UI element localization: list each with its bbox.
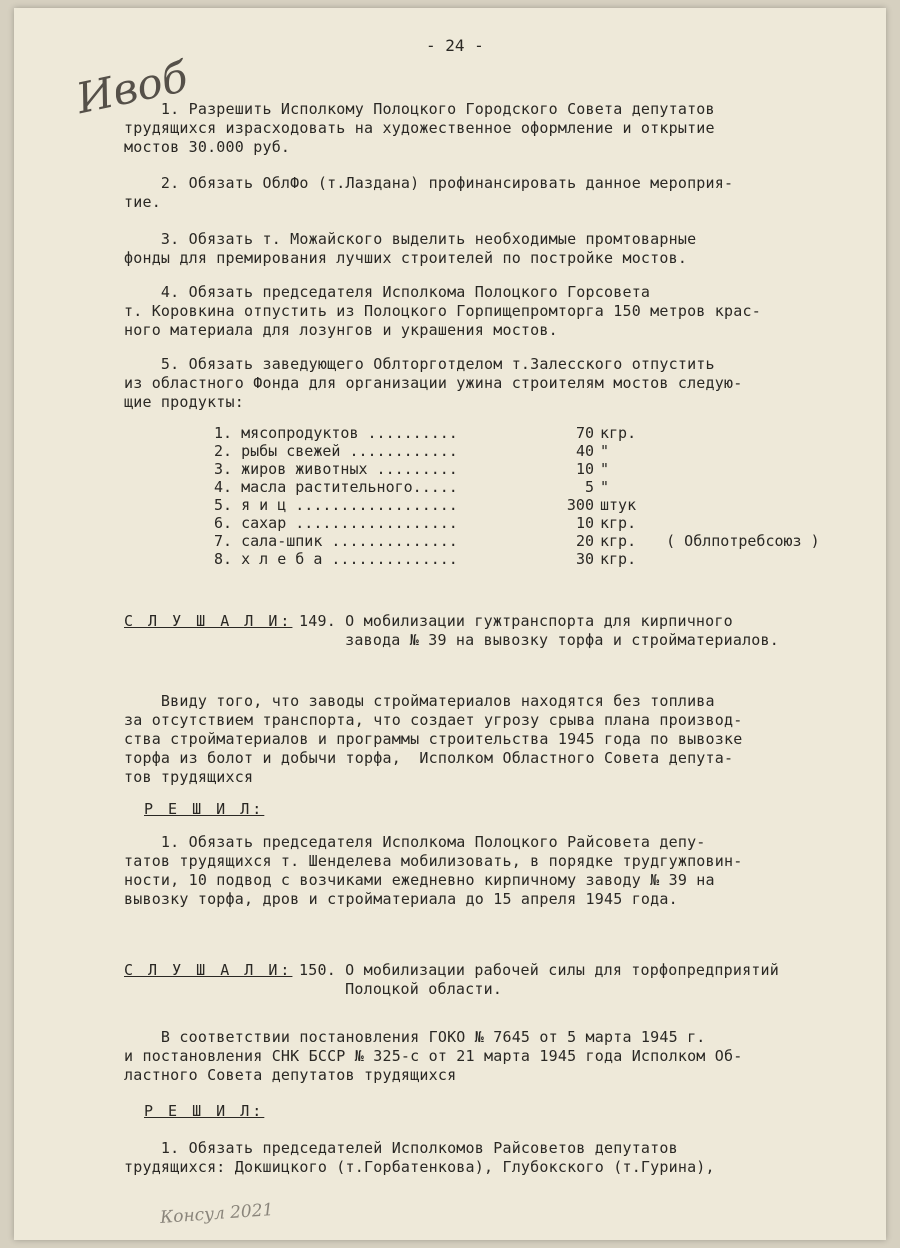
page-number: - 24 -	[426, 36, 484, 55]
handwritten-initials: Ивоб	[72, 51, 192, 124]
paragraph-5: 5. Обязать заведующего Облторготделом т.Залесского отпустить из областного Фонда для организации ужина строителям мостов следую- щие продукты:	[124, 355, 743, 411]
item-149-body: Ввиду того, что заводы стройматериалов находятся без топлива за отсутствием транспорта, что создает угрозу срыва плана производ- ства стройматериалов и программы строительства 1945 года по вывозке торфа из болот и добычи торфа, Исполком Областного Совета депута- тов трудящихся	[124, 692, 743, 786]
product-row: 5. я и ц .................. 300 штук	[214, 496, 637, 514]
product-row: 2. рыбы свежей ............ 40 "	[214, 442, 610, 460]
product-row: 8. х л е б а .............. 30 кгр.	[214, 550, 637, 568]
paragraph-1: 1. Разрешить Исполкому Полоцкого Городского Совета депутатов трудящихся израсходовать на художественное оформление и открытие мостов 30.000 руб.	[124, 100, 715, 156]
paragraph-3: 3. Обязать т. Можайского выделить необходимые промтоварные фонды для премирования лучших строителей по постройке мостов.	[124, 230, 697, 267]
item-149-title: 149. О мобилизации гужтранспорта для кирпичного завода № 39 на вывозку торфа и стройматериалов.	[299, 612, 779, 649]
item-149-decision: 1. Обязать председателя Исполкома Полоцкого Райсовета депу- татов трудящихся т. Шенделева мобилизовать, в порядке трудгужповин- ности, 10 подвод с возчиками ежедневно кирпичному заводу № 39 на вывозку торфа, дров и стройматериала до 15 апреля 1945 года.	[124, 833, 743, 908]
heard-label-150: С Л У Ш А Л И:	[124, 961, 293, 979]
item-150-title: 150. О мобилизации рабочей силы для торфопредприятий Полоцкой области.	[299, 961, 779, 998]
product-row: 1. мясопродуктов .......... 70 кгр.	[214, 424, 637, 442]
item-150-decision: 1. Обязать председателей Исполкомов Райсоветов депутатов трудящихся: Докшицкого (т.Горбатенкова), Глубокского (т.Гурина),	[124, 1139, 715, 1176]
product-note: ( Облпотребсоюз )	[666, 532, 820, 550]
document-page	[14, 8, 886, 1240]
paragraph-2: 2. Обязать ОблФо (т.Лаздана) профинансировать данное мероприя- тие.	[124, 174, 734, 211]
item-150-body: В соответствии постановления ГОКО № 7645 от 5 марта 1945 г. и постановления СНК БССР № 325-с от 21 марта 1945 года Исполком Об- ластного Совета депутатов трудящихся	[124, 1028, 743, 1084]
product-row: 3. жиров животных ......... 10 "	[214, 460, 610, 478]
product-row: 4. масла растительного..... 5 "	[214, 478, 610, 496]
decided-label-149: Р Е Ш И Л:	[144, 800, 265, 818]
paragraph-4: 4. Обязать председателя Исполкома Полоцкого Горсовета т. Коровкина отпустить из Полоцкого Горпищепромторга 150 метров крас- ного материала для лозунгов и украшения мостов.	[124, 283, 761, 339]
heard-label-149: С Л У Ш А Л И:	[124, 612, 293, 630]
handwritten-note-bottom: Консул 2021	[159, 1200, 275, 1228]
decided-label-150: Р Е Ш И Л:	[144, 1102, 265, 1120]
product-row: 7. сала-шпик .............. 20 кгр. ( Облпотребсоюз )	[214, 532, 820, 550]
product-list	[214, 424, 820, 568]
product-row: 6. сахар .................. 10 кгр.	[214, 514, 637, 532]
